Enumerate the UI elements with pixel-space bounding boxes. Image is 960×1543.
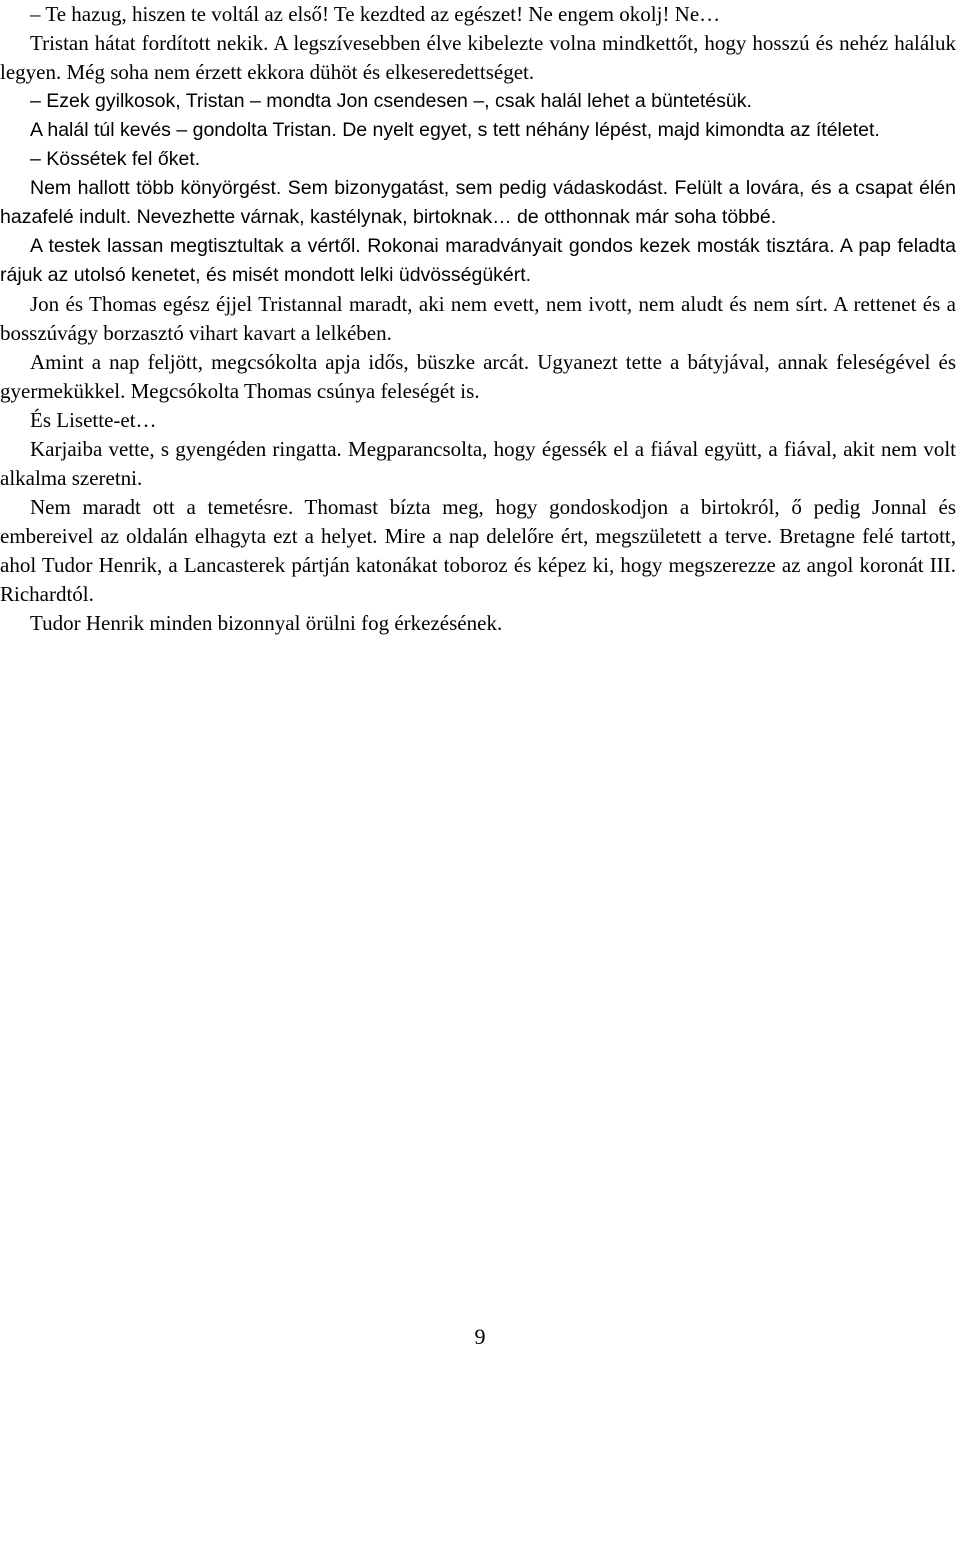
paragraph-11: Karjaiba vette, s gyengéden ringatta. Megparancsolta, hogy égessék el a fiával együtt, a fiával, akit nem volt alkalma szeretni.: [0, 437, 956, 490]
paragraph-13: Tudor Henrik minden bizonnyal örülni fog érkezésének.: [30, 611, 503, 635]
paragraph-4: A halál túl kevés – gondolta Tristan. De nyelt egyet, s tett néhány lépést, majd kimondta az ítéletet.: [30, 119, 880, 141]
page-number: 9: [474, 1324, 486, 1349]
paragraph-3: – Ezek gyilkosok, Tristan – mondta Jon csendesen –, csak halál lehet a büntetésük.: [30, 90, 752, 112]
paragraph-12: Nem maradt ott a temetésre. Thomast bízta meg, hogy gondoskodjon a birtokról, ő pedig Jonnal és embereivel az oldalán elhagyta ezt a helyet. Mire a nap delelőre ért, megszületett a terve. Bretagne felé tartott, ahol Tudor Henrik, a Lancasterek pártján katonákat toboroz és képez ki, hogy megszerezze az angol koronát III. Richardtól.: [0, 495, 956, 606]
paragraph-5: – Kössétek fel őket.: [30, 148, 201, 170]
body-text: [0, 0, 956, 638]
paragraph-2: Tristan hátat fordított nekik. A legszívesebben élve kibelezte volna mindkettőt, hogy hosszú és nehéz haláluk legyen. Még soha nem érzett ekkora dühöt és elkeseredettséget.: [0, 31, 956, 84]
paragraph-10: És Lisette-et…: [30, 408, 157, 432]
paragraph-8: Jon és Thomas egész éjjel Tristannal maradt, aki nem evett, nem ivott, nem aludt és nem sírt. A rettenet és a bosszúvágy borzasztó vihart kavart a lelkében.: [0, 292, 956, 345]
paragraph-7: A testek lassan megtisztultak a vértől. Rokonai maradványait gondos kezek mosták tisztára. A pap feladta rájuk az utolsó kenetet, és misét mondott lelki üdvösségükért.: [0, 235, 956, 286]
paragraph-6: Nem hallott több könyörgést. Sem bizonygatást, sem pedig vádaskodást. Felült a lovára, és a csapat élén hazafelé indult. Nevezhette várnak, kastélynak, birtoknak… de otthonnak már soha többé.: [0, 177, 956, 228]
paragraph-1: – Te hazug, hiszen te voltál az első! Te kezdted az egészet! Ne engem okolj! Ne…: [30, 2, 721, 26]
paragraph-9: Amint a nap feljött, megcsókolta apja idős, büszke arcát. Ugyanezt tette a bátyjával, annak feleségével és gyermekükkel. Megcsókolta Thomas csúnya feleségét is.: [0, 350, 956, 403]
